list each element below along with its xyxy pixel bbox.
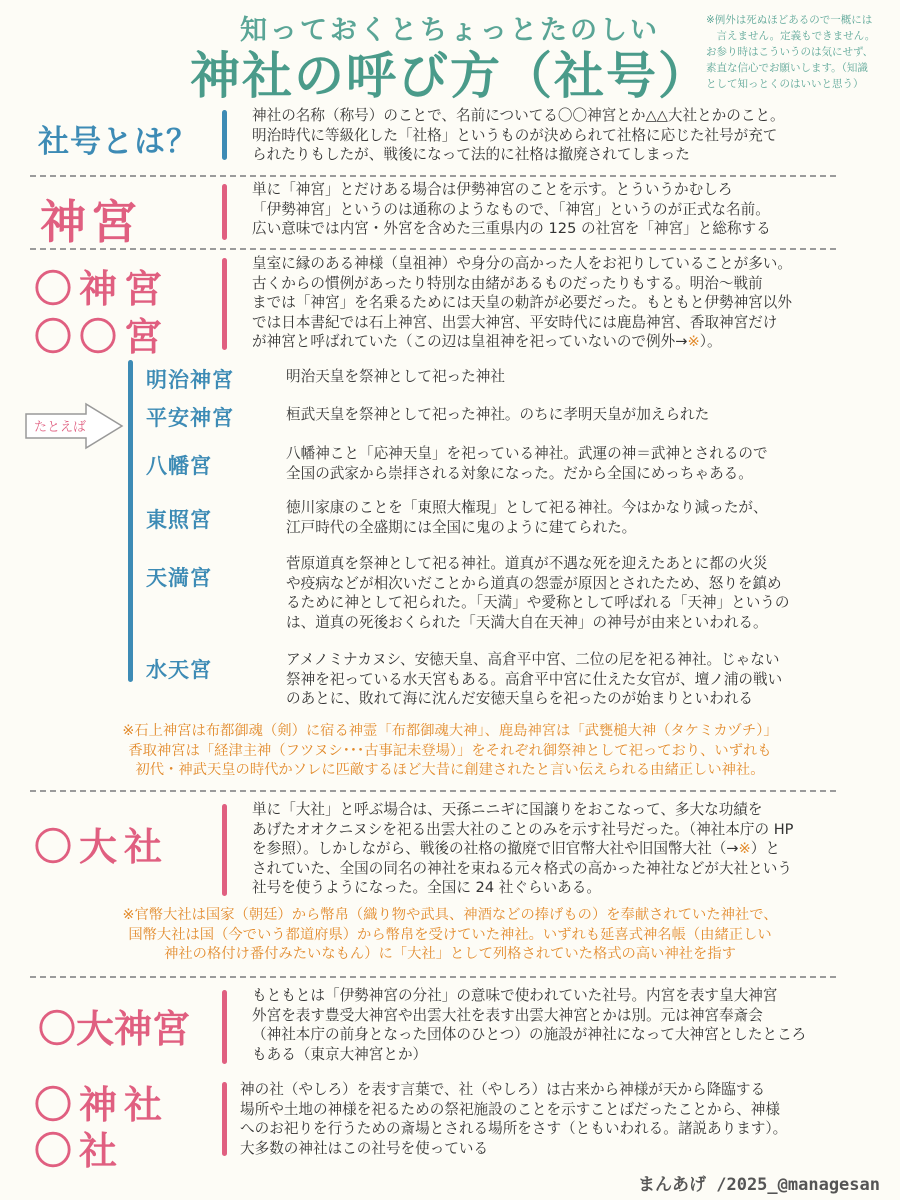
jingu-divider <box>222 184 227 240</box>
intro-heading: 社号とは？ <box>38 124 198 160</box>
jinja-heading-2: 〇社 <box>34 1129 125 1173</box>
example-name: 明治神宮 <box>146 368 234 392</box>
disclaimer-note: ※例外は死ぬほどあるので一概には 言えません。定義もできません。 お参り時はこういうのは気にせず、 素直な信心でお願いします。（知識 として知っとくのはいいと思う） <box>706 14 876 90</box>
intro-divider <box>222 110 227 160</box>
example-name: 水天宮 <box>146 658 212 682</box>
example-desc: 明治天皇を祭神として祀った神社 <box>286 368 505 385</box>
author-credit: まんあげ /2025_@managesan <box>638 1175 880 1195</box>
example-desc: アメノミナカヌシ、安徳天皇、高倉平中宮、二位の尼を祀る神社。じゃない 祭神を祀っている水天宮もある。高倉平中宮に仕えた女官が、壇ノ浦の戦い のあとに、敗れて海に沈んだ安徳天皇らを祀ったのが始まりといわれる <box>286 651 783 707</box>
taisha-divider <box>222 804 227 896</box>
daijingu-heading: 〇大神宮 <box>38 1007 191 1051</box>
page-title: 神社の呼び方（社号） <box>190 47 710 105</box>
example-arrow-label: たとえば <box>34 420 87 435</box>
note-ishigami: ※石上神宮は布都御魂（剣）に宿る神霊「布都御魂大神」、鹿島神宮は「武甕槌大神（タケミカヅチ）」 香取神宮は「経津主神（フツヌシ･･･古事記未登場）」をそれぞれ御祭神として祀っており、いずれも 初代・神武天皇の時代かソレに匹敵するほど大昔に創建されたと言い伝えられる由緒正しい神社。 <box>122 723 778 778</box>
daijingu-divider <box>222 990 227 1064</box>
example-name: 平安神宮 <box>146 406 234 430</box>
taisha-heading: 〇大社 <box>34 825 170 869</box>
marujingu-heading-1: 〇神宮 <box>34 267 170 311</box>
section-divider <box>30 175 836 177</box>
asterisk-mark: ※ <box>687 333 700 350</box>
example-arrow <box>24 402 126 454</box>
jingu-heading: 神宮 <box>40 195 142 249</box>
example-name: 天満宮 <box>146 566 212 590</box>
asterisk-mark: ※ <box>738 840 751 857</box>
intro-text: 神社の名称（称号）のことで、名前についてる〇〇神宮とか△△大社とかのこと。 明治時代に等級化した「社格」というものが決められて社格に応じた社号が充て られたりもしたが、戦後になって法的に社格は撤廃されてしまった <box>252 107 785 163</box>
examples-divider <box>128 360 133 682</box>
example-desc: 菅原道真を祭神として祀る神社。道真が不遇な死を迎えたあとに都の火災 や疫病などが相次いだことから道真の怨霊が原因とされたため、怒りを鎮め るために神として祀られた。「天満」や愛称として呼ばれる「天神」というの は、道真の死後おくられた「天満大自在天神」の神号が由来といわれる。 <box>286 555 790 631</box>
marujingu-divider <box>222 258 227 350</box>
marujingu-text: 皇室に縁のある神様（皇祖神）や身分の高かった人をお祀りしていることが多い。 古くからの慣例があったり特別な由緒があるものだったりもする。明治～戦前 までは「神宮」を名乗るためには天皇の勅許が必要だった。もともと伊勢神宮以外 では日本書紀では石上神宮、出雲大神宮、平安時代には鹿島神宮、香取神宮だけ が神宮と呼ばれていた（この辺は皇祖神を祀っていないので例外→※）。 <box>252 255 792 350</box>
taisha-text: 単に「大社」と呼ぶ場合は、天孫ニニギに国譲りをおこなって、多大な功績を あげたオオクニヌシを祀る出雲大社のことのみを示す社号だった。（神社本庁の HP を参照）。しかしながら、戦後の社格の撤廃で旧官幣大社や旧国幣大社（→※）と されていた、全国の同名の神社を束ねる元々格式の高かった神社などが大社という 社号を使うようになった。全国に 24 社ぐらいある。 <box>252 801 794 896</box>
marujingu-heading-2: 〇〇宮 <box>34 315 170 359</box>
example-name: 八幡宮 <box>146 454 212 478</box>
section-divider <box>30 976 836 978</box>
example-desc: 八幡神こと「応神天皇」を祀っている神社。武運の神＝武神とされるので 全国の武家から崇拝される対象になった。だから全国にめっちゃある。 <box>286 445 768 482</box>
note-kanpei: ※官幣大社は国家（朝廷）から幣帛（織り物や武具、神酒などの捧げもの）を奉献されていた神社で、 国幣大社は国（今でいう都道府県）から幣帛を受けていた神社。いずれも延喜式神名帳（由緒正しい 神社の格付け番付みたいなもん）に「大社」として列格されていた格式の高い神社を指す <box>122 907 778 962</box>
section-divider <box>30 790 836 792</box>
subtitle: 知っておくとちょっとたのしい <box>240 15 660 46</box>
example-desc: 桓武天皇を祭神として祀った神社。のちに孝明天皇が加えられた <box>286 406 710 423</box>
section-divider <box>30 248 836 250</box>
example-name: 東照宮 <box>146 508 212 532</box>
daijingu-text: もともとは「伊勢神宮の分社」の意味で使われていた社号。内宮を表す皇大神宮 外宮を表す豊受大神宮や出雲大社を表す出雲大神宮とかは別。元は神宮奉斎会 （神社本庁の前身となった団体のひとつ）の施設が神社になって大神宮としたところ もある（東京大神宮とか） <box>252 987 807 1063</box>
jinja-heading-1: 〇神社 <box>34 1083 170 1127</box>
jinja-divider <box>222 1082 227 1156</box>
example-desc: 徳川家康のことを「東照大権現」として祀る神社。今はかなり減ったが、 江戸時代の全盛期には全国に鬼のように建てられた。 <box>286 499 768 536</box>
jingu-text: 単に「神宮」とだけある場合は伊勢神宮のことを示す。とういうかむしろ 「伊勢神宮」というのは通称のようなもので、「神宮」というのが正式な名前。 広い意味では内宮・外宮を含めた三重県内の 125 の社宮を「神宮」と総称する <box>252 181 771 237</box>
jinja-text: 神の社（やしろ）を表す言葉で、社（やしろ）は古来から神様が天から降臨する 場所や土地の神様を祀るための祭祀施設のことを示すことばだったことから、神様 へのお祀りを行うための斎場とされる場所をさす（ともいわれる。諸説あります）。 大多数の神社はこの社号を使っている <box>240 1081 788 1157</box>
